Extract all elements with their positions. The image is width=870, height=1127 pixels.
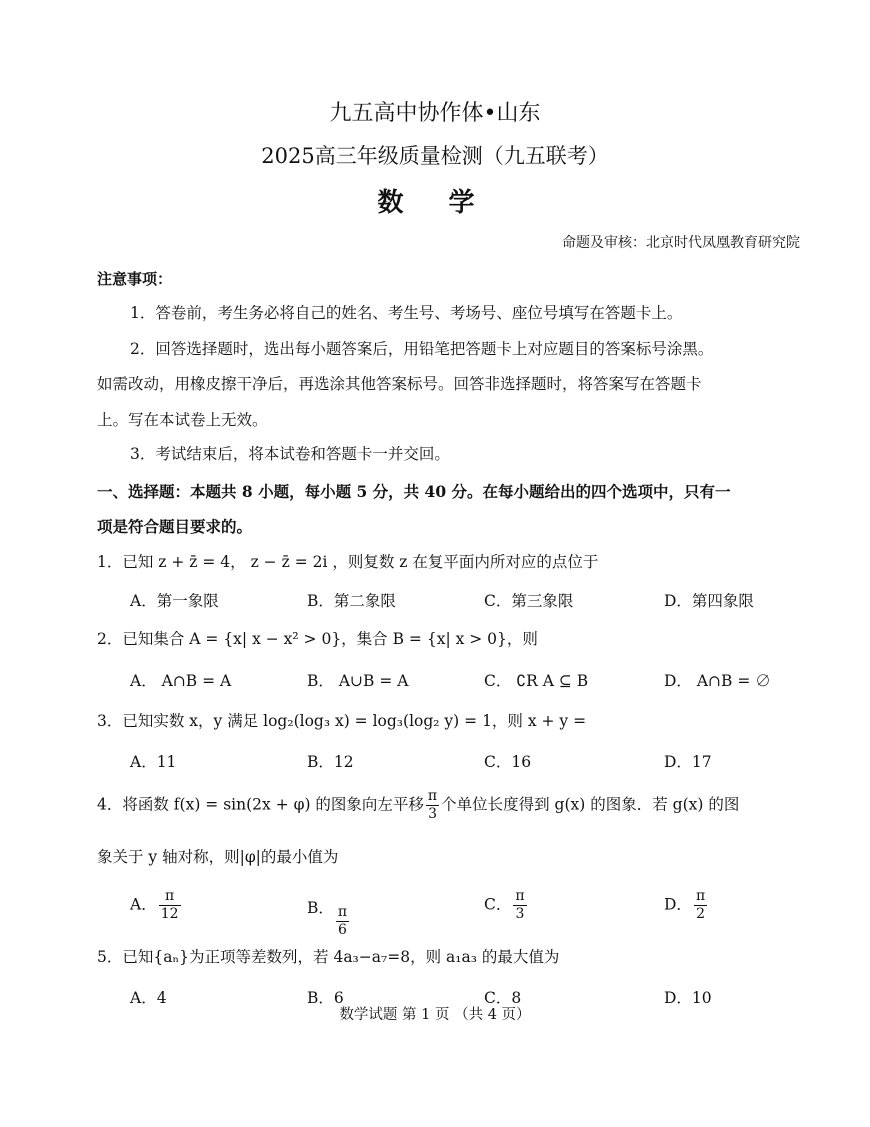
notice-heading: 注意事项： bbox=[97, 270, 173, 288]
q1-option-c: C．第三象限 bbox=[484, 592, 574, 610]
q4-option-d-label: D． bbox=[664, 895, 692, 914]
q1-option-b: B．第二象限 bbox=[307, 592, 396, 610]
q4-b-den: 6 bbox=[338, 922, 347, 938]
notice-item-3: 3．考试结束后，将本试卷和答题卡一并交回。 bbox=[130, 445, 450, 463]
q3-option-d: D．17 bbox=[664, 753, 712, 771]
author-line: 命题及审核：北京时代凤凰教育研究院 bbox=[562, 235, 800, 251]
question-2-stem: 2．已知集合 A = {x| x − x² > 0}，集合 B = {x| x > 0}，则 bbox=[97, 630, 538, 648]
exam-organizer: 九五高中协作体•山东 bbox=[329, 101, 541, 126]
section-heading-line-2: 项是符合题目要求的。 bbox=[97, 517, 253, 536]
q4-option-d-fraction bbox=[694, 888, 707, 923]
q5-option-d: D．10 bbox=[664, 989, 712, 1007]
q4-fraction-numerator: π bbox=[427, 788, 438, 804]
question-4-stem-line-2: 象关于 y 轴对称，则|φ|的最小值为 bbox=[97, 848, 339, 866]
q3-option-c: C．16 bbox=[484, 753, 532, 771]
q3-option-a: A．11 bbox=[130, 753, 177, 771]
exam-title: 2025高三年级质量检测（九五联考） bbox=[261, 144, 609, 168]
q4-stem-part-a: 4．将函数 f(x) = sin(2x + φ) 的图象向左平移 bbox=[97, 795, 424, 814]
question-1-stem: 1．已知 z + z̄ = 4， z − z̄ = 2i ，则复数 z 在复平面内所对应的点位于 bbox=[97, 553, 599, 571]
q4-option-c bbox=[484, 888, 529, 923]
q4-option-b bbox=[307, 896, 351, 939]
q4-a-den: 12 bbox=[160, 906, 179, 922]
q2-option-b: B． A∪B = A bbox=[307, 672, 409, 690]
q4-option-c-fraction bbox=[513, 888, 526, 923]
q4-option-a-fraction bbox=[159, 888, 181, 923]
section-heading-line-1: 一、选择题：本题共 8 小题，每小题 5 分，共 40 分。在每小题给出的四个选项中，只有一 bbox=[97, 482, 731, 501]
q4-fraction-denominator: 3 bbox=[428, 806, 437, 822]
q5-option-c: C．8 bbox=[484, 989, 522, 1007]
notice-item-2-line-3: 上。写在本试卷上无效。 bbox=[97, 411, 268, 429]
q4-option-a-label: A． bbox=[130, 895, 157, 914]
question-4-stem-line-1 bbox=[97, 788, 739, 823]
q4-c-num: π bbox=[515, 888, 525, 904]
subject-title: 数 学 bbox=[377, 188, 493, 218]
q2-option-d: D． A∩B = ∅ bbox=[664, 672, 771, 690]
notice-item-2-line-1: 2．回答选择题时，选出每小题答案后，用铅笔把答题卡上对应题目的答案标号涂黑。 bbox=[130, 340, 714, 358]
q4-d-num: π bbox=[695, 888, 706, 904]
notice-item-1: 1．答卷前，考生务必将自己的姓名、考生号、考场号、座位号填写在答题卡上。 bbox=[130, 304, 683, 322]
q4-option-b-fraction bbox=[336, 904, 349, 939]
q4-stem-part-b: 个单位长度得到 g(x) 的图象．若 g(x) 的图 bbox=[441, 795, 740, 814]
q4-b-num: π bbox=[337, 904, 348, 920]
q1-option-a: A．第一象限 bbox=[130, 592, 219, 610]
q2-option-c: C． ∁R A ⊆ B bbox=[484, 672, 589, 690]
question-5-stem: 5．已知{aₙ}为正项等差数列，若 4a₃−a₇=8，则 a₁a₃ 的最大值为 bbox=[97, 948, 560, 966]
q1-option-d: D．第四象限 bbox=[664, 592, 754, 610]
q4-d-den: 2 bbox=[696, 906, 705, 922]
q5-option-a: A．4 bbox=[130, 989, 167, 1007]
q5-option-b: B．6 bbox=[307, 989, 344, 1007]
q4-fraction bbox=[426, 788, 439, 823]
q4-option-b-label: B． bbox=[307, 899, 334, 917]
q2-option-a: A． A∩B = A bbox=[130, 672, 232, 690]
q4-a-num: π bbox=[159, 888, 181, 906]
q4-option-c-label: C． bbox=[484, 895, 512, 914]
q4-c-den: 3 bbox=[515, 906, 525, 922]
q4-option-d bbox=[664, 888, 709, 923]
q3-option-b: B．12 bbox=[307, 753, 354, 771]
question-3-stem: 3．已知实数 x，y 满足 log₂(log₃ x) = log₃(log₂ y) = 1，则 x + y = bbox=[97, 712, 587, 730]
page-footer: 数学试题 第 1 页 （共 4 页） bbox=[339, 1007, 531, 1023]
q4-option-a bbox=[130, 888, 183, 923]
notice-item-2-line-2: 如需改动，用橡皮擦干净后，再选涂其他答案标号。回答非选择题时，将答案写在答题卡 bbox=[97, 375, 702, 393]
